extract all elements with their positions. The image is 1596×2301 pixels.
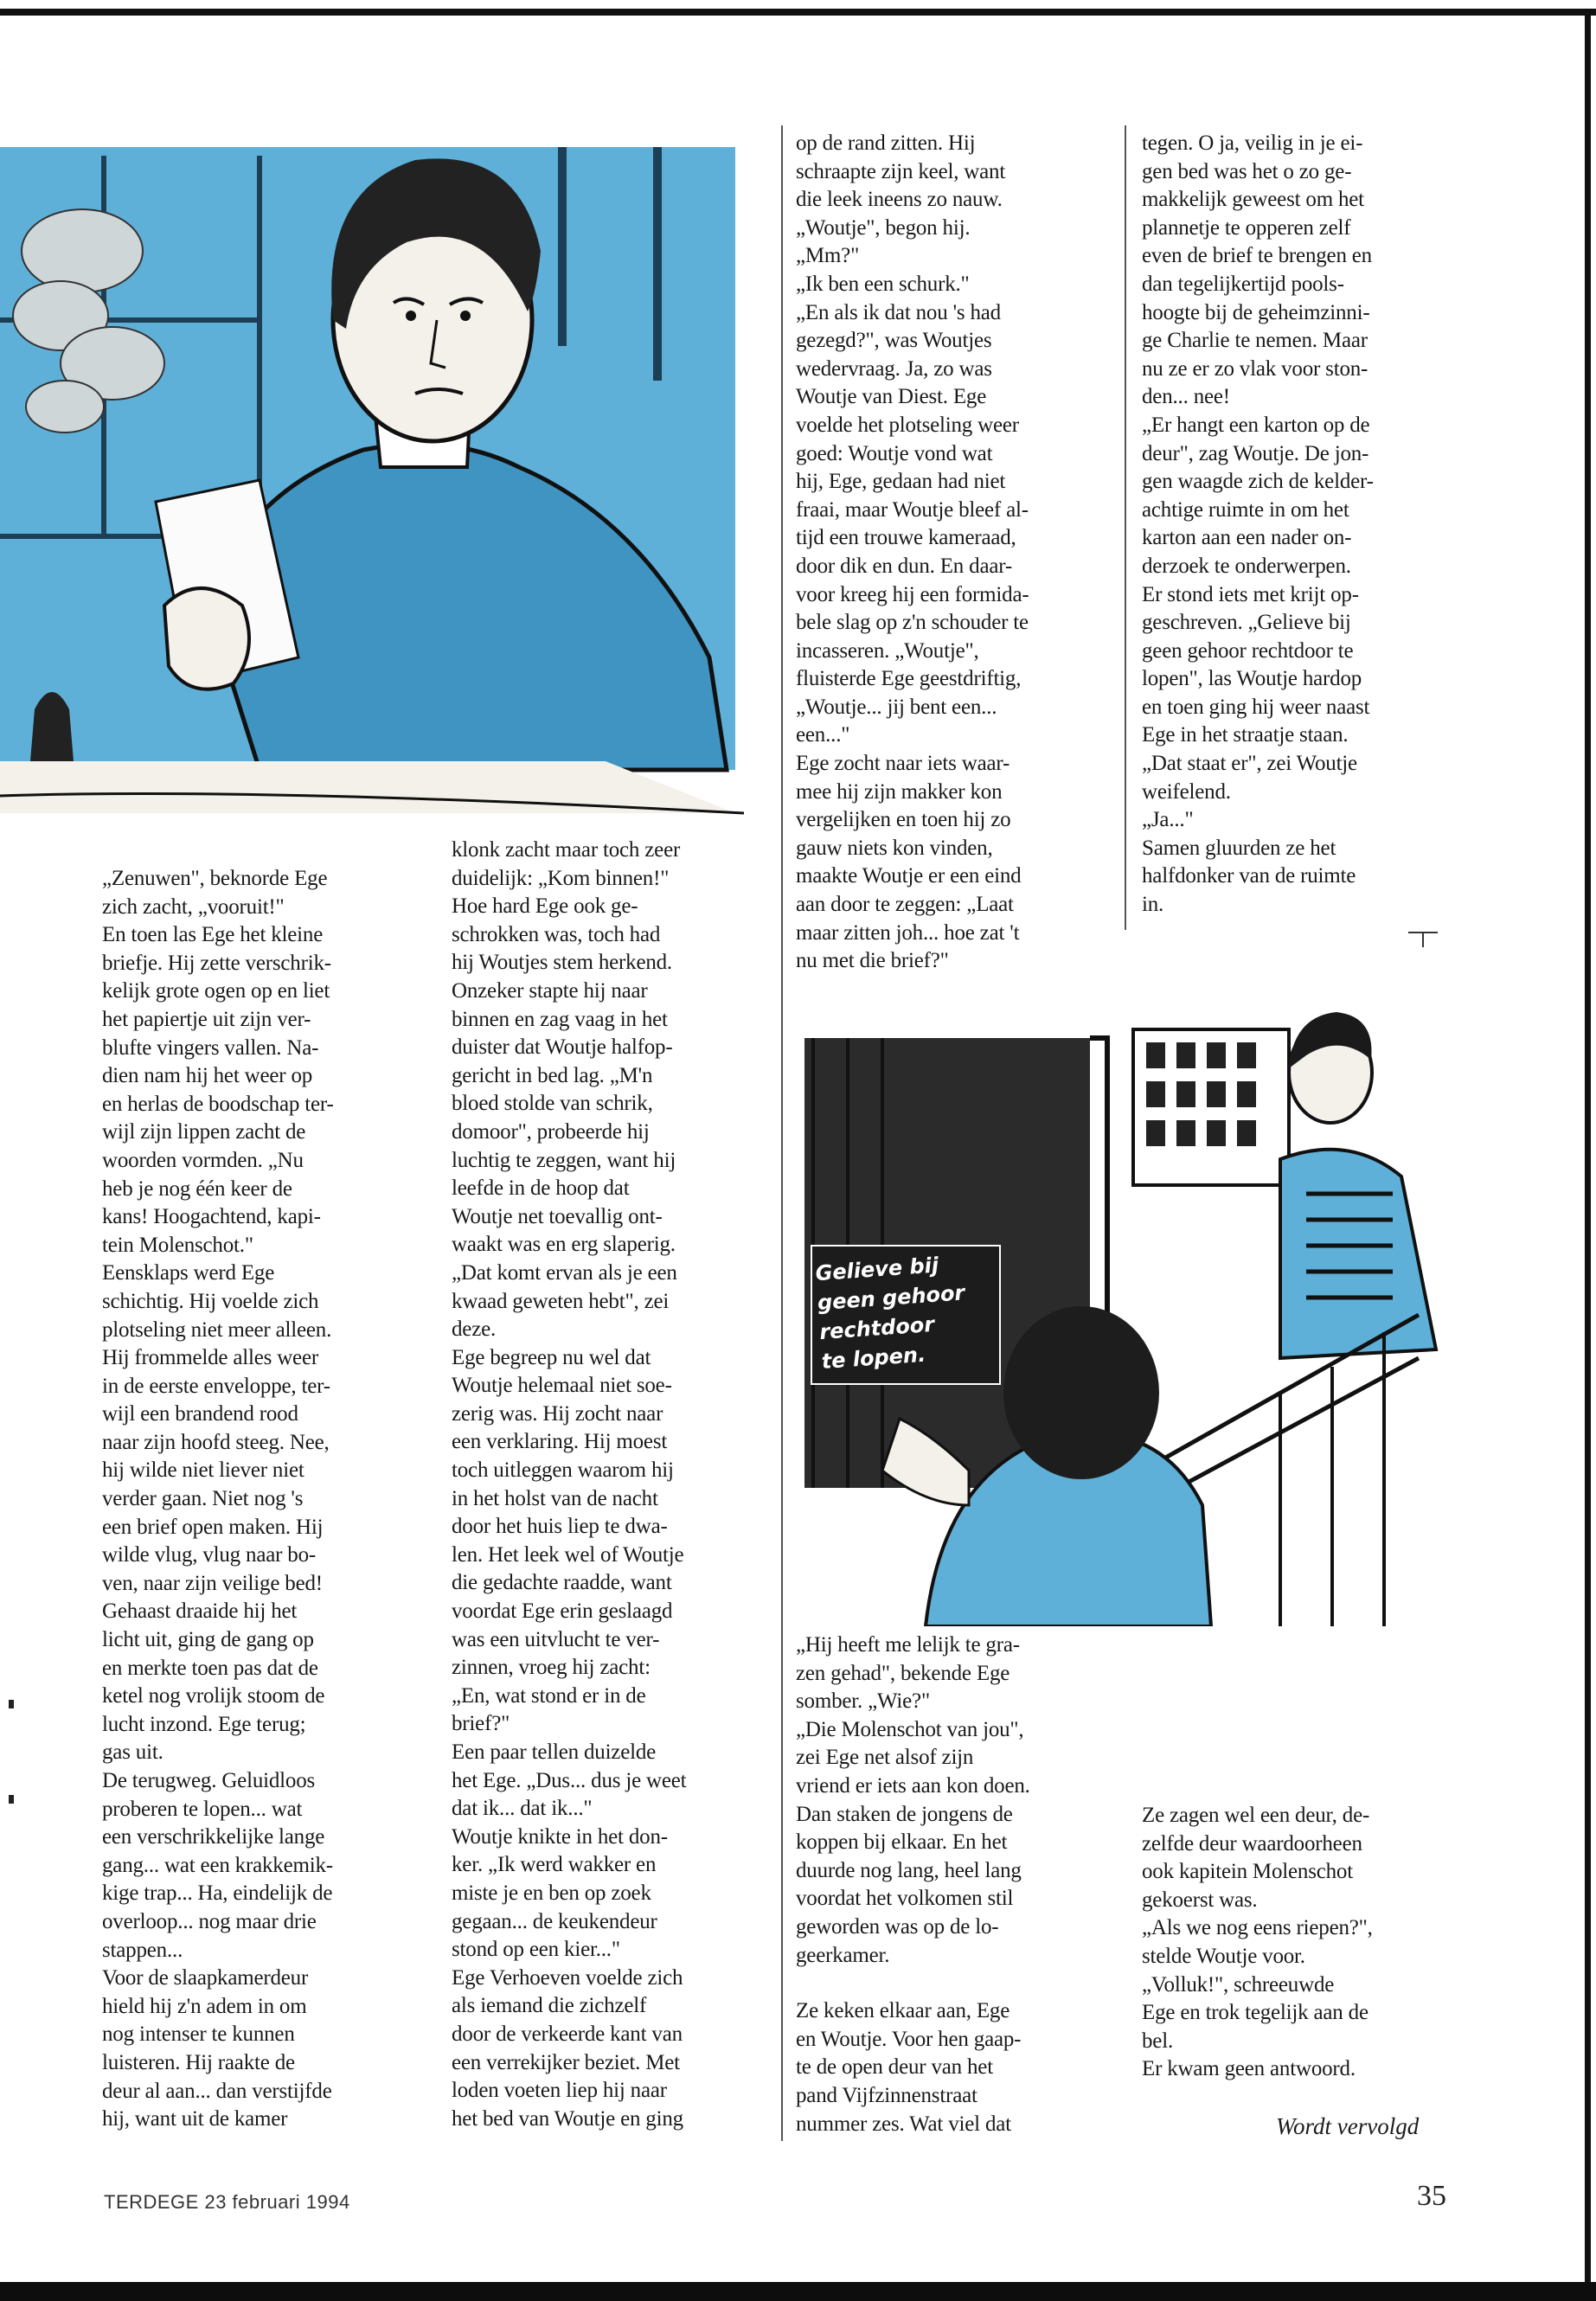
section-end-mark	[1408, 932, 1438, 933]
column-rule-3-4	[1125, 125, 1126, 930]
text-column-3-top	[796, 130, 1090, 976]
page-number: 35	[1417, 2180, 1446, 2212]
page-border-bottom	[0, 2282, 1596, 2301]
text-column-2	[452, 836, 759, 2133]
column-rule-2-3	[781, 125, 783, 2141]
sign-line-1: Gelieve bij	[814, 1253, 939, 1286]
sign-line-4: te lopen.	[820, 1342, 926, 1375]
column-4-top-paragraph: tegen. O ja, veilig in je ei- gen bed was het o zo ge- makkelijk geweest om het plannetje te opperen zelf even de brief te brengen en dan tegelijkertijd pools- hoogte bij de geheimzinni- ge Charlie te nemen. Maar nu ze er zo vlak voor ston- den... nee! „Er hangt een karton op de deur", zag Woutje. De jon- gen waagde zich de kelder- achtige ruimte in om het karton aan een nader on- derzoek te onderwerpen. Er stond iets met krijt op- geschreven. „Gelieve bij geen gehoor rechtdoor te lopen", las Woutje hardop en toen ging hij weer naast Ege in het straatje staan. „Dat staat er", zei Woutje weifelend. „Ja..." Samen gluurden ze het halfdonker van de ruimte in.	[1142, 131, 1374, 917]
text-column-4-top	[1142, 130, 1440, 920]
text-column-3-bottom	[796, 1631, 1107, 2138]
margin-mark	[9, 1700, 14, 1708]
sign-line-3: rechtdoor	[818, 1311, 935, 1345]
illustration-door-with-sign	[796, 986, 1471, 1626]
text-column-1	[102, 865, 401, 2134]
footer-publication: TERDEGE 23 februari 1994	[104, 2191, 350, 2213]
column-3-top-paragraph: op de rand zitten. Hij schraapte zijn keel, want die leek ineens zo nauw. „Woutje", begon hij. „Mm?" „Ik ben een schurk." „En als ik dat nou 's had gezegd?", was Woutjes wedervraag. Ja, zo was Woutje van Diest. Ege voelde het plotseling weer goed: Woutje vond wat hij, Ege, gedaan had niet fraai, maar Woutje bleef al- tijd een trouwe kameraad, door dik en dun. En daar- voor kreeg hij een formida- bele slag op z'n schouder te incasseren. „Woutje", fluisterde Ege geestdriftig, „Woutje... jij bent een... een..." Ege zocht naar iets waar- mee hij zijn makker kon vergelijken en toen hij zo gauw niets kon vinden, maakte Woutje er een eind aan door te zeggen: „Laat maar zitten joh... hoe zat 't nu met die brief?"	[796, 131, 1029, 973]
text-column-4-bottom	[1142, 1802, 1449, 2084]
column-1-paragraph: „Zenuwen", beknorde Ege zich zacht, „vooruit!" En toen las Ege het kleine briefje. Hij zette verschrik- kelijk grote ogen op en liet het papiertje uit zijn ver- blufte vingers vallen. Na- dien nam hij het weer op en herlas de boodschap ter- wijl zijn lippen zacht de woorden vormden. „Nu heb je nog één keer de kans! Hoogachtend, kapi- tein Molenschot." Eensklaps werd Ege schichtig. Hij voelde zich plotseling niet meer alleen. Hij frommelde alles weer in de eerste enveloppe, ter- wijl een brandend rood naar zijn hoofd steeg. Nee, hij wilde niet liever niet verder gaan. Niet nog 's een brief open maken. Hij wilde vlug, vlug naar bo- ven, naar zijn veilige bed! Gehaast draaide hij het licht uit, ging de gang op en merkte toen pas dat de ketel nog vrolijk stoom de lucht inzond. Ege terug; gas uit. De terugweg. Geluidloos proberen te lopen... wat een verschrikkelijke lange gang... wat een krakkemik- kige trap... Ha, eindelijk de overloop... nog maar drie stappen... Voor de slaapkamerdeur hield hij z'n adem in om nog intenser te kunnen luisteren. Hij raakte de deur al aan... dan verstijfde hij, want uit de kamer	[102, 867, 334, 2131]
sign-line-2: geen gehoor	[817, 1280, 966, 1316]
column-3-bottom-paragraph-2: Ze keken elkaar aan, Ege en Woutje. Voor hen gaap- te de open deur van het pand Vijfzinnenstraat nummer zes. Wat viel dat	[796, 1999, 1022, 2136]
column-2-paragraph: klonk zacht maar toch zeer duidelijk: „Kom binnen!" Hoe hard Ege ook ge- schrokken was, toch had hij Woutjes stem herkend. Onzeker stapte hij naar binnen en zag vaag in het duister dat Woutje halfop- gericht in bed lag. „M'n bloed stolde van schrik, domoor", probeerde hij luchtig te zeggen, want hij leefde in de hoop dat Woutje net toevallig ont- waakt was en erg slaperig. „Dat komt ervan als je een kwaad geweten hebt", zei deze. Ege begreep nu wel dat Woutje helemaal niet soe- zerig was. Hij zocht naar een verklaring. Hij moest toch uitleggen waarom hij in het holst van de nacht door het huis liep te dwa- len. Het leek wel of Woutje die gedachte raadde, want voordat Ege erin geslaagd was een uitvlucht te ver- zinnen, vroeg hij zacht: „En, wat stond er in de brief?" Een paar tellen duizelde het Ege. „Dus... dus je weet dat ik... dat ik..." Woutje knikte in het don- ker. „Ik werd wakker en miste je en ben op zoek gegaan... de keukendeur stond op een kier..." Ege Verhoeven voelde zich als iemand die zichzelf door de verkeerde kant van een verrekijker beziet. Met loden voeten liep hij naar het bed van Woutje en ging	[452, 838, 687, 2131]
column-3-bottom-paragraph-1: „Hij heeft me lelijk te gra- zen gehad", bekende Ege somber. „Wie?" „Die Molenschot van jou", zei Ege net alsof zijn vriend er iets aan kon doen. Dan staken de jongens de koppen bij elkaar. En het duurde nog lang, heel lang voordat het volkomen stil geworden was op de lo- geerkamer.	[796, 1633, 1030, 1967]
page-border-right	[1585, 9, 1591, 2285]
margin-mark	[9, 1795, 14, 1804]
door-sign	[815, 1247, 1001, 1376]
page-border-top	[0, 9, 1596, 16]
continued-note: Wordt vervolgd	[1276, 2113, 1420, 2139]
column-4-bottom-paragraph: Ze zagen wel een deur, de- zelfde deur waardoorheen ook kapitein Molenschot gekoerst was. „Als we nog eens riepen?", stelde Woutje voor. „Volluk!", schreeuwde Ege en trok tegelijk aan de bel. Er kwam geen antwoord.	[1142, 1804, 1373, 2081]
illustration-boy-reading-letter	[0, 121, 761, 830]
